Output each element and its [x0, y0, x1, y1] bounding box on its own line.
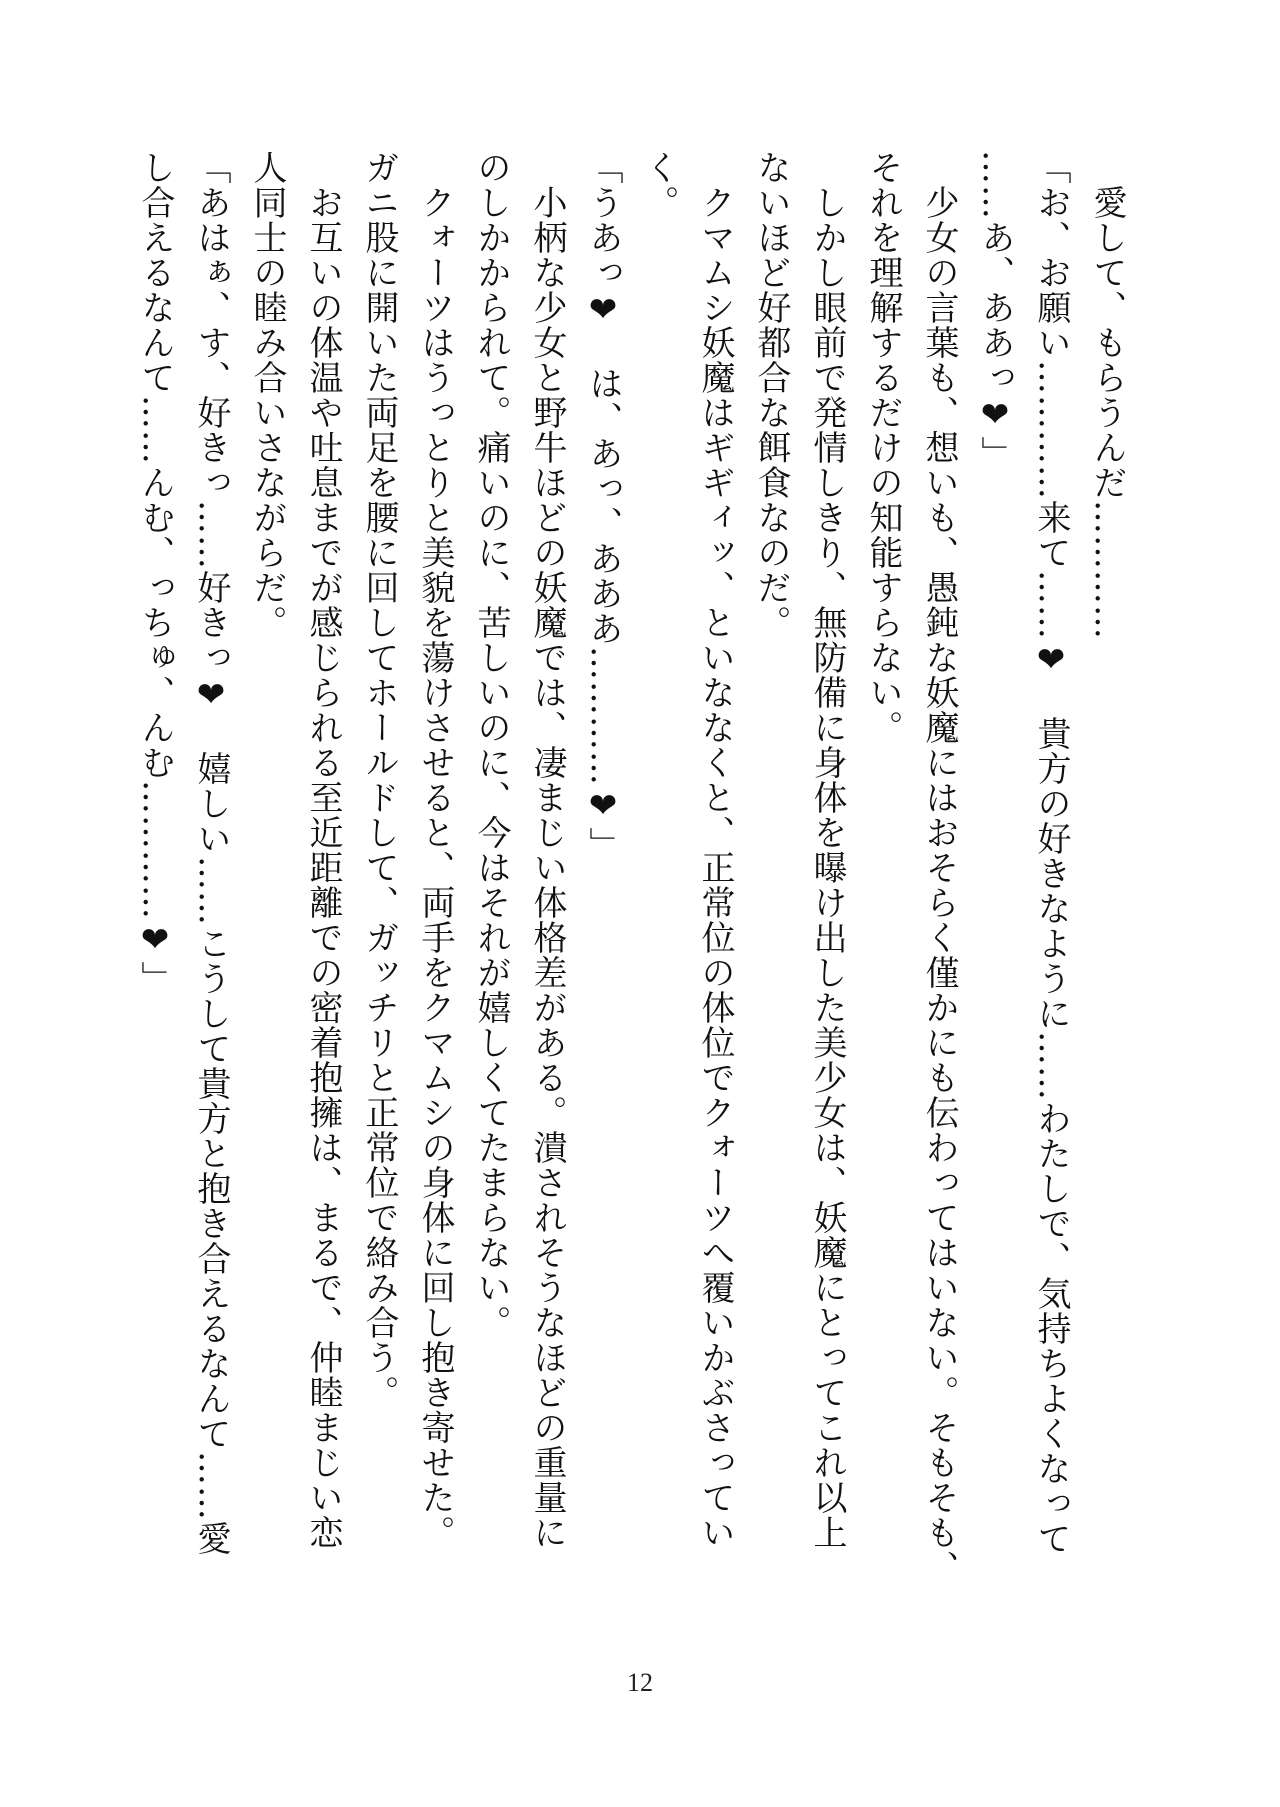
text-line: 小柄な少女と野牛ほどの妖魔では、凄まじい体格差がある。潰されそうなほどの重量に	[527, 150, 567, 1550]
text-line: クォーツはうっとりと美貌を蕩けさせると、両手をクマムシの身体に回し抱き寄せた。	[415, 150, 455, 1550]
text-line: ……あ、ああっ❤」	[975, 150, 1015, 471]
text-line: 「あはぁ、す、好きっ……好きっ❤ 嬉しい……こうして貴方と抱き合えるなんて……愛	[191, 150, 231, 1556]
text-line: クマムシ妖魔はギギィッ、といななくと、正常位の体位でクォーツへ覆いかぶさってい	[695, 150, 735, 1550]
text-line: ないほど好都合な餌食なのだ。	[751, 150, 791, 640]
text-line: 「お、お願い…………来て……❤ 貴方の好きなように……わたしで、気持ちよくなって	[1031, 150, 1071, 1556]
text-line: く。	[639, 150, 679, 220]
text-line: 愛して、もらうんだ…………	[1087, 150, 1127, 640]
text-line: 少女の言葉も、想いも、愚鈍な妖魔にはおそらく僅かにも伝わってはいない。そもそも、	[919, 150, 959, 1585]
vertical-text-body	[127, 150, 1135, 1585]
text-line: 人同士の睦み合いさながらだ。	[247, 150, 287, 640]
page-number: 12	[627, 1668, 653, 1697]
text-line: お互いの体温や吐息までが感じられる至近距離での密着抱擁は、まるで、仲睦まじい恋	[303, 150, 343, 1550]
text-line: ガニ股に開いた両足を腰に回してホールドして、ガッチリと正常位で絡み合う。	[359, 150, 399, 1410]
text-line: しかし眼前で発情しきり、無防備に身体を曝け出した美少女は、妖魔にとってこれ以上	[807, 150, 847, 1550]
text-line: のしかかられて。痛いのに、苦しいのに、今はそれが嬉しくてたまらない。	[471, 150, 511, 1340]
text-line: それを理解するだけの知能すらない。	[863, 150, 903, 745]
text-line: し合えるなんて……んむ、っちゅ、んむ…………❤」	[135, 150, 175, 996]
text-line: 「うあっ❤ は、あっ、あああ…………❤」	[583, 150, 623, 862]
